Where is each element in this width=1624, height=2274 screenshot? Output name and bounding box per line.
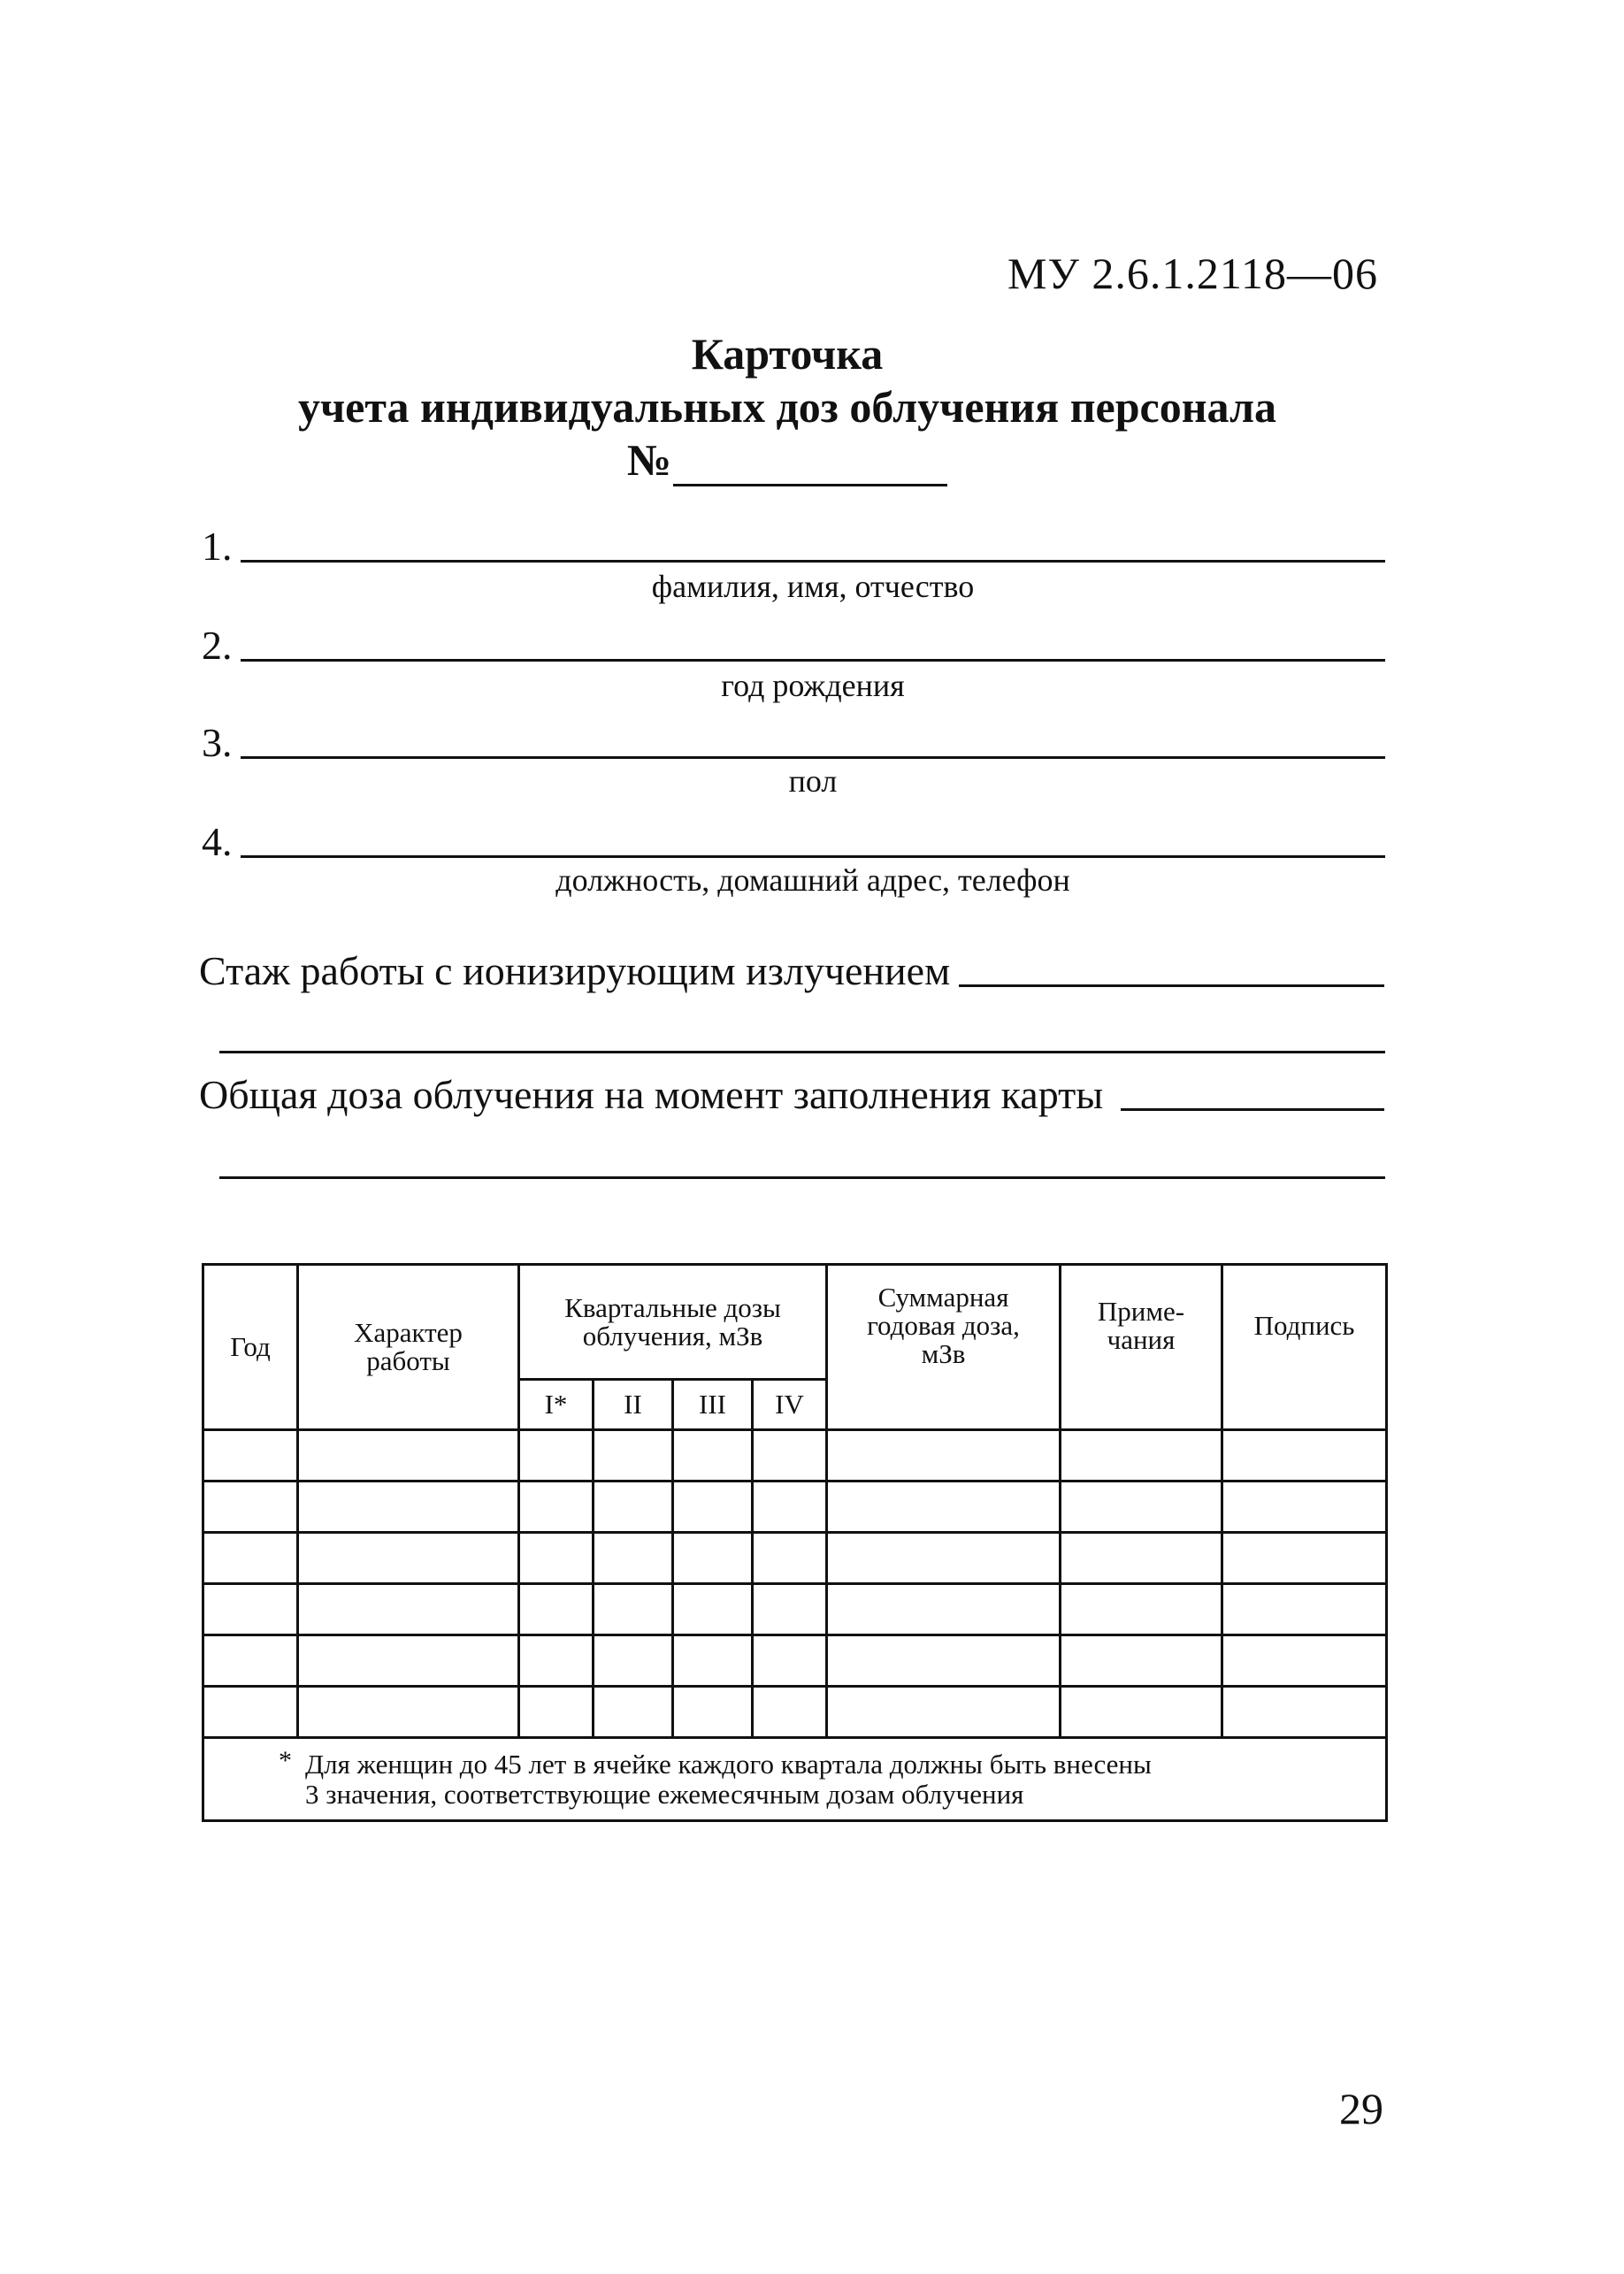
notes-cell[interactable] [1061, 1687, 1222, 1738]
q3-cell[interactable] [673, 1584, 753, 1635]
title-block [203, 327, 1371, 486]
field-position-address [202, 807, 1385, 898]
field-birth-year [202, 610, 1385, 703]
work-type-cell[interactable] [298, 1533, 519, 1584]
field-caption: должность, домашний адрес, телефон [555, 862, 1070, 898]
notes-cell[interactable] [1061, 1533, 1222, 1584]
field-number: 4. [202, 819, 233, 864]
table-footnote [203, 1738, 1387, 1821]
year-cell[interactable] [203, 1430, 298, 1482]
notes-cell[interactable] [1061, 1635, 1222, 1687]
field-sex [202, 708, 1385, 799]
table-row [203, 1533, 1387, 1584]
quarter-label: IV [753, 1380, 827, 1430]
q1-cell[interactable] [519, 1430, 594, 1482]
q2-cell[interactable] [594, 1687, 673, 1738]
quarter-label: II [594, 1380, 673, 1430]
header-signature: Подпись [1222, 1265, 1387, 1430]
signature-cell[interactable] [1222, 1533, 1387, 1584]
sex-input-line[interactable] [241, 756, 1385, 759]
signature-cell[interactable] [1222, 1635, 1387, 1687]
number-sign: № [626, 435, 672, 485]
footnote-row [203, 1738, 1387, 1821]
document-code: МУ 2.6.1.2118—06 [1007, 249, 1378, 298]
q1-cell[interactable] [519, 1687, 594, 1738]
title-line-1: Карточка [691, 329, 884, 379]
header-annual-dose: Суммарная годовая доза, мЗв [827, 1265, 1061, 1430]
annual-dose-cell[interactable] [827, 1430, 1061, 1482]
q2-cell[interactable] [594, 1584, 673, 1635]
q1-cell[interactable] [519, 1635, 594, 1687]
experience-continuation-line[interactable] [219, 1051, 1385, 1053]
header-year: Год [203, 1265, 298, 1430]
q4-cell[interactable] [753, 1482, 827, 1533]
q2-cell[interactable] [594, 1635, 673, 1687]
q1-cell[interactable] [519, 1482, 594, 1533]
field-caption: пол [788, 763, 838, 799]
quarter-label: III [673, 1380, 753, 1430]
q2-cell[interactable] [594, 1430, 673, 1482]
quarter-label: I* [519, 1380, 594, 1430]
header-notes: Приме-чания [1061, 1265, 1222, 1430]
annual-dose-cell[interactable] [827, 1584, 1061, 1635]
year-cell[interactable] [203, 1482, 298, 1533]
annual-dose-cell[interactable] [827, 1533, 1061, 1584]
header-quarterly-doses: Квартальные дозы облучения, мЗв [519, 1265, 827, 1380]
total-dose-input-line[interactable] [1121, 1108, 1384, 1111]
experience-label: Стаж работы с ионизирующим излучением [199, 948, 951, 993]
q3-cell[interactable] [673, 1533, 753, 1584]
q2-cell[interactable] [594, 1533, 673, 1584]
table-row [203, 1584, 1387, 1635]
signature-cell[interactable] [1222, 1430, 1387, 1482]
signature-cell[interactable] [1222, 1687, 1387, 1738]
q3-cell[interactable] [673, 1687, 753, 1738]
field-number: 2. [202, 623, 233, 668]
field-full-name [202, 511, 1385, 604]
annual-dose-cell[interactable] [827, 1635, 1061, 1687]
q4-cell[interactable] [753, 1635, 827, 1687]
q4-cell[interactable] [753, 1533, 827, 1584]
full-name-input-line[interactable] [241, 560, 1385, 563]
annual-dose-cell[interactable] [827, 1687, 1061, 1738]
notes-cell[interactable] [1061, 1584, 1222, 1635]
field-caption: фамилия, имя, отчество [651, 569, 975, 604]
notes-cell[interactable] [1061, 1430, 1222, 1482]
experience-input-line[interactable] [959, 984, 1384, 987]
field-number: 3. [202, 720, 233, 765]
q1-cell[interactable] [519, 1584, 594, 1635]
experience-row [199, 938, 1384, 994]
q2-cell[interactable] [594, 1482, 673, 1533]
q1-cell[interactable] [519, 1533, 594, 1584]
footnote-marker: * [279, 1746, 292, 1775]
work-type-cell[interactable] [298, 1635, 519, 1687]
card-number-line [203, 433, 1371, 486]
year-cell[interactable] [203, 1687, 298, 1738]
field-number: 1. [202, 524, 233, 569]
q4-cell[interactable] [753, 1584, 827, 1635]
notes-cell[interactable] [1061, 1482, 1222, 1533]
year-cell[interactable] [203, 1533, 298, 1584]
work-type-cell[interactable] [298, 1430, 519, 1482]
work-type-cell[interactable] [298, 1687, 519, 1738]
title-line-2: учета индивидуальных доз облучения персонала [297, 382, 1277, 432]
annual-dose-cell[interactable] [827, 1482, 1061, 1533]
work-type-cell[interactable] [298, 1584, 519, 1635]
signature-cell[interactable] [1222, 1482, 1387, 1533]
q3-cell[interactable] [673, 1635, 753, 1687]
total-dose-continuation-line[interactable] [219, 1176, 1385, 1179]
position-address-input-line[interactable] [241, 855, 1385, 858]
footnote-line-2: 3 значения, соответствующие ежемесячным дозам облучения [305, 1778, 1024, 1810]
table-row [203, 1482, 1387, 1533]
q4-cell[interactable] [753, 1687, 827, 1738]
card-number-field[interactable] [673, 445, 947, 486]
table-header-row [203, 1265, 1387, 1380]
table-row [203, 1687, 1387, 1738]
work-type-cell[interactable] [298, 1482, 519, 1533]
q3-cell[interactable] [673, 1482, 753, 1533]
field-caption: год рождения [721, 668, 905, 703]
year-cell[interactable] [203, 1584, 298, 1635]
footnote-line-1: Для женщин до 45 лет в ячейке каждого квартала должны быть внесены [305, 1748, 1152, 1780]
header-work-type: Характер работы [298, 1265, 519, 1430]
q3-cell[interactable] [673, 1430, 753, 1482]
total-dose-row [199, 1061, 1384, 1118]
q4-cell[interactable] [753, 1430, 827, 1482]
total-dose-label: Общая доза облучения на момент заполнения карты [199, 1072, 1104, 1117]
dose-record-table [202, 1263, 1388, 1822]
signature-cell[interactable] [1222, 1584, 1387, 1635]
page-number: 29 [1339, 2084, 1383, 2133]
table-row [203, 1430, 1387, 1482]
year-cell[interactable] [203, 1635, 298, 1687]
table-row [203, 1635, 1387, 1687]
birth-year-input-line[interactable] [241, 659, 1385, 662]
